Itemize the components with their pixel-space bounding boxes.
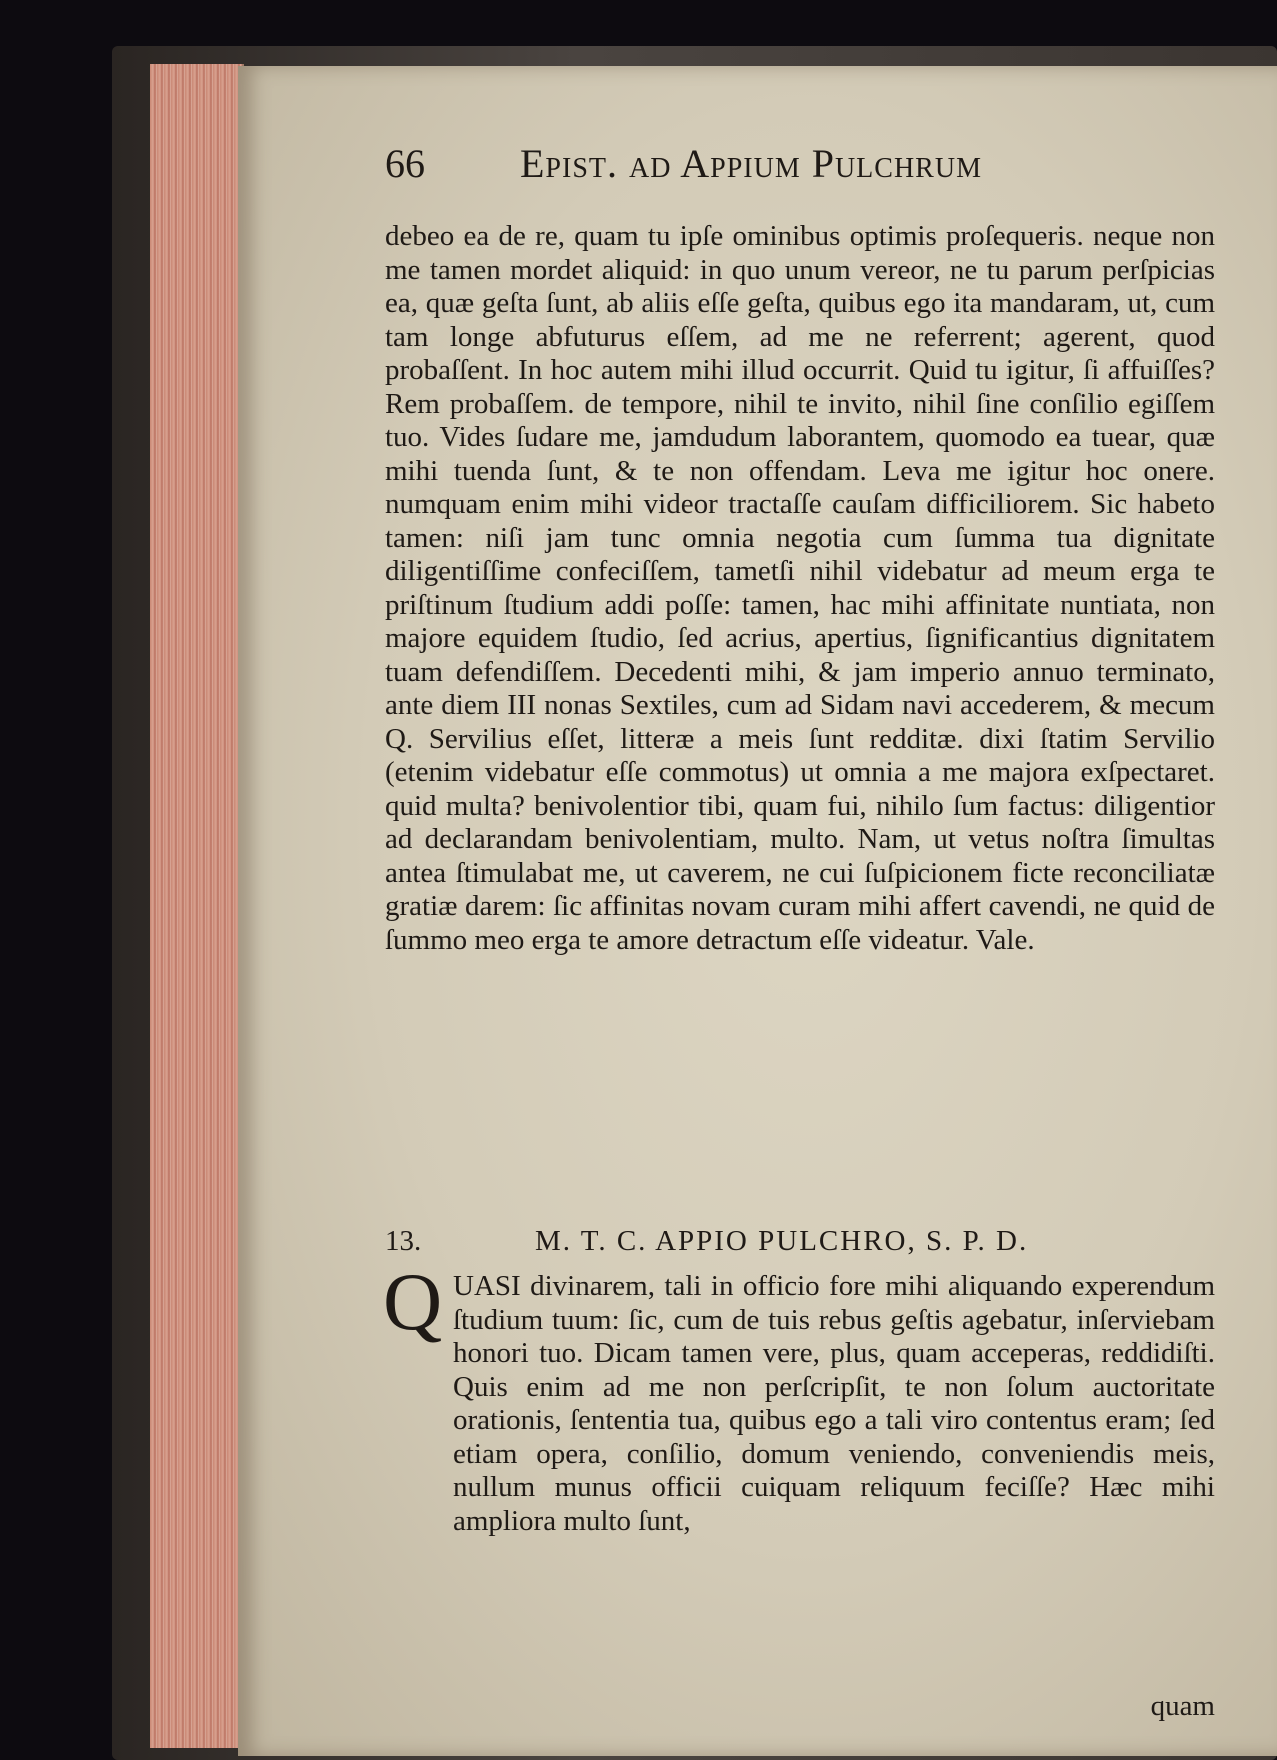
letter-heading: [385, 1225, 1145, 1265]
catchword: quam: [1150, 1690, 1215, 1722]
previous-letter-body: [385, 220, 1215, 957]
letter-address: M. T. C. APPIO PULCHRO, S. P. D.: [535, 1225, 1029, 1257]
letter-text: divinarem, tali in officio fore mihi aliquando experendum ſtudium tuum: ſic, cum de tuis rebus geſtis agebatur, inſerviebam honori tuo. Dicam tamen vere, plus, quam acceperas, reddidiſti. Quis enim ad me non perſcripſit, te non ſolum auctoritate orationis, ſententia tua, quibus ego a tali viro contentus eram; ſed etiam opera, conſilio, domum veniendo, conveniendis meis, nullum munus officii cuiquam reliquum feciſſe? Hæc mihi ampliora multo ſunt,: [453, 1270, 1215, 1537]
page-edges: [150, 64, 244, 1748]
drop-cap: Q: [383, 1256, 443, 1347]
page-header: [385, 140, 1105, 190]
previous-letter-text: debeo ea de re, quam tu ipſe ominibus optimis proſequeris. neque non me tamen mordet aliquid: in quo unum vereor, ne tu parum perſpicias ea, quæ geſta ſunt, ab aliis eſſe geſta, quibus ego ita mandaram, ut, cum tam longe abfuturus eſſem, ad me ne referrent; agerent, quod probaſſent. In hoc autem mihi illud occurrit. Quid tu igitur, ſi affuiſſes? Rem probaſſem. de tempore, nihil te invito, nihil ſine conſilio egiſſem tuo. Vides ſudare me, jamdudum laborantem, quomodo ea tuear, quæ mihi tuenda ſunt, & te non offendam. Leva me igitur hoc onere. numquam enim mihi videor tractaſſe cauſam difficiliorem. Sic habeto tamen: niſi jam tunc omnia negotia cum ſumma tua dignitate diligentiſſime confeciſſem, tametſi nihil videbatur ad meum erga te priſtinum ſtudium addi poſſe: tamen, hac mihi affinitate nuntiata, non majore equidem ſtudio, ſed acrius, apertius, ſignificantius dignitatem tuam defendiſſem. Decedenti mihi, & jam imperio annuo terminato, ante diem III nonas Sextiles, cum ad Sidam navi accederem, & mecum Q. Servilius eſſet, litteræ a meis ſunt redditæ. dixi ſtatim Servilio (etenim videbatur eſſe commotus) ut omnia a me majora exſpectaret. quid multa? benivolentior tibi, quam fui, nihilo ſum factus: diligentior ad declarandam benivolentiam, multo. Nam, ut vetus noſtra ſimultas antea ſtimulabat me, ut caverem, ne cui ſuſpicionem ficte reconciliatæ gratiæ darem: ſic affinitas novam curam mihi affert cavendi, ne quid de ſummo meo erga te amore detractum eſſe videatur. Vale.: [385, 220, 1215, 956]
running-title: Epist. ad Appium Pulchrum: [520, 141, 982, 186]
letter-text-wrapper: [385, 1270, 1215, 1538]
letter-body: [385, 1270, 1215, 1538]
first-word-rest: UASI: [453, 1270, 521, 1302]
page-number: 66: [385, 141, 425, 186]
letter-number: 13.: [385, 1225, 422, 1257]
